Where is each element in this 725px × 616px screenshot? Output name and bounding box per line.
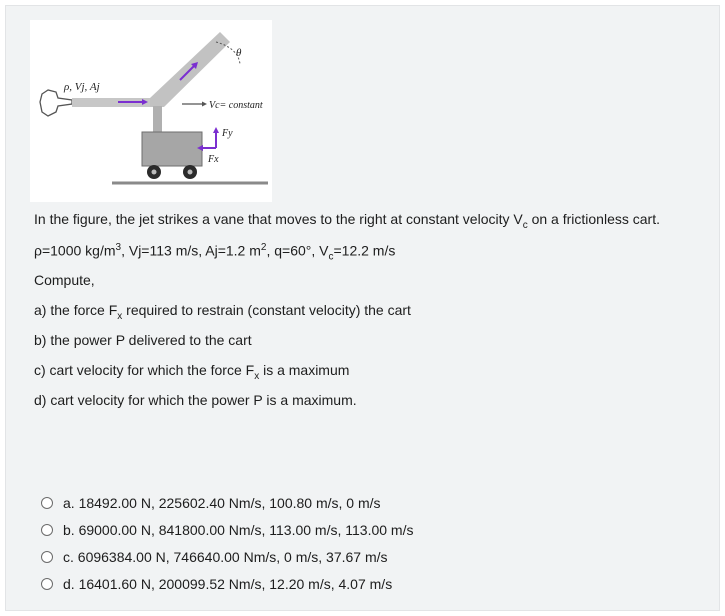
question-item-d: d) cart velocity for which the power P is a maximum. — [34, 392, 357, 408]
fx-label: Fx — [208, 154, 219, 165]
radio-option-c[interactable] — [41, 551, 53, 563]
option-a[interactable] — [41, 495, 381, 511]
question-line-1: In the figure, the jet strikes a vane that moves to the right at constant velocity $V_c$ on a frictionless cart. — [34, 211, 660, 231]
question-item-a: a) the force $F_x$ required to restrain (constant velocity) the cart — [34, 302, 411, 322]
radio-option-a[interactable] — [41, 497, 53, 509]
question-card — [5, 5, 720, 611]
theta-label: θ — [236, 47, 242, 59]
radio-option-d[interactable] — [41, 578, 53, 590]
cart-body — [142, 132, 202, 166]
option-b-label: b. 69000.00 N, 841800.00 Nm/s, 113.00 m/s, 113.00 m/s — [63, 522, 414, 538]
question-item-b: b) the power P delivered to the cart — [34, 332, 252, 348]
option-c-label: c. 6096384.00 N, 746640.00 Nm/s, 0 m/s, 37.67 m/s — [63, 549, 388, 565]
jet-vane-cart-figure — [30, 20, 272, 202]
vc-label: Vc= constant — [209, 100, 263, 111]
option-d-label: d. 16401.60 N, 200099.52 Nm/s, 12.20 m/s, 4.07 m/s — [63, 576, 393, 592]
fy-label: Fy — [222, 128, 233, 139]
option-c[interactable] — [41, 549, 388, 565]
option-d[interactable] — [41, 576, 392, 592]
radio-option-b[interactable] — [41, 524, 53, 536]
jet-label: ρ, Vj, Aj — [64, 81, 100, 93]
option-b[interactable] — [41, 522, 413, 538]
nozzle-icon — [40, 90, 72, 116]
vane-support — [153, 106, 162, 132]
question-line-2: ρ=1000 $kg/m^3$, Vj=113 m/s, Aj=1.2 $m^2$, q=60°, $V_c=12.2$ m/s — [34, 242, 396, 263]
compute-label: Compute, — [34, 272, 95, 288]
option-a-label: a. 18492.00 N, 225602.40 Nm/s, 100.80 m/s, 0 m/s — [63, 495, 381, 511]
question-item-c: c) cart velocity for which the force $F_x$ is a maximum — [34, 362, 350, 382]
